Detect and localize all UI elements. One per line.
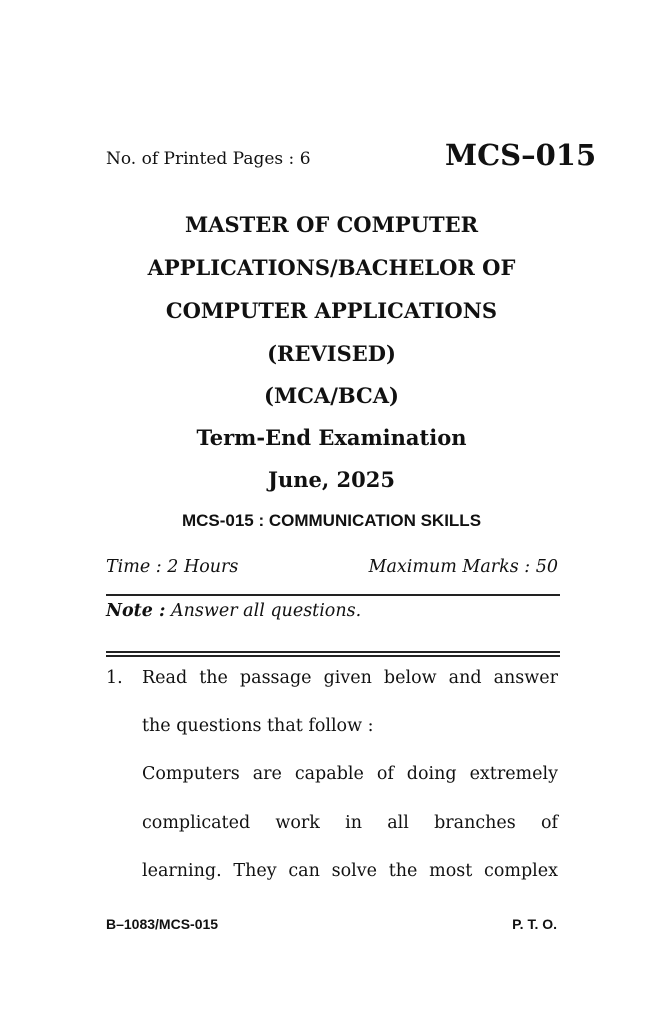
- passage-line: learning. They can solve the most complex: [142, 861, 558, 881]
- note: [106, 601, 361, 621]
- title-line: APPLICATIONS/BACHELOR OF: [147, 255, 516, 280]
- double-divider-top: [106, 651, 560, 653]
- time-allowed: Time : 2 Hours: [106, 557, 239, 577]
- printed-pages: No. of Printed Pages : 6: [106, 149, 311, 169]
- paper-code: MCS–015: [445, 138, 597, 172]
- title-line: COMPUTER APPLICATIONS: [165, 298, 498, 323]
- title-line: (REVISED): [267, 341, 396, 366]
- title-line: (MCA/BCA): [264, 383, 399, 408]
- note-text: Answer all questions.: [165, 601, 362, 621]
- question-number: 1.: [106, 668, 123, 688]
- double-divider-bottom: [106, 655, 560, 657]
- passage-line: the questions that follow :: [142, 716, 374, 736]
- maximum-marks: Maximum Marks : 50: [368, 557, 558, 577]
- divider: [106, 594, 560, 596]
- footer-code: B–1083/MCS-015: [106, 916, 219, 932]
- course-title: MCS-015 : COMMUNICATION SKILLS: [181, 511, 482, 530]
- passage-line: Read the passage given below and answer: [142, 668, 558, 688]
- exam-date: June, 2025: [268, 467, 395, 492]
- passage-line: complicated work in all branches of: [142, 813, 558, 833]
- note-label: Note :: [106, 601, 166, 621]
- passage-line: Computers are capable of doing extremely: [142, 764, 558, 784]
- footer-pto: P. T. O.: [512, 916, 557, 932]
- exam-name: Term-End Examination: [196, 425, 467, 450]
- title-line: MASTER OF COMPUTER: [184, 212, 479, 237]
